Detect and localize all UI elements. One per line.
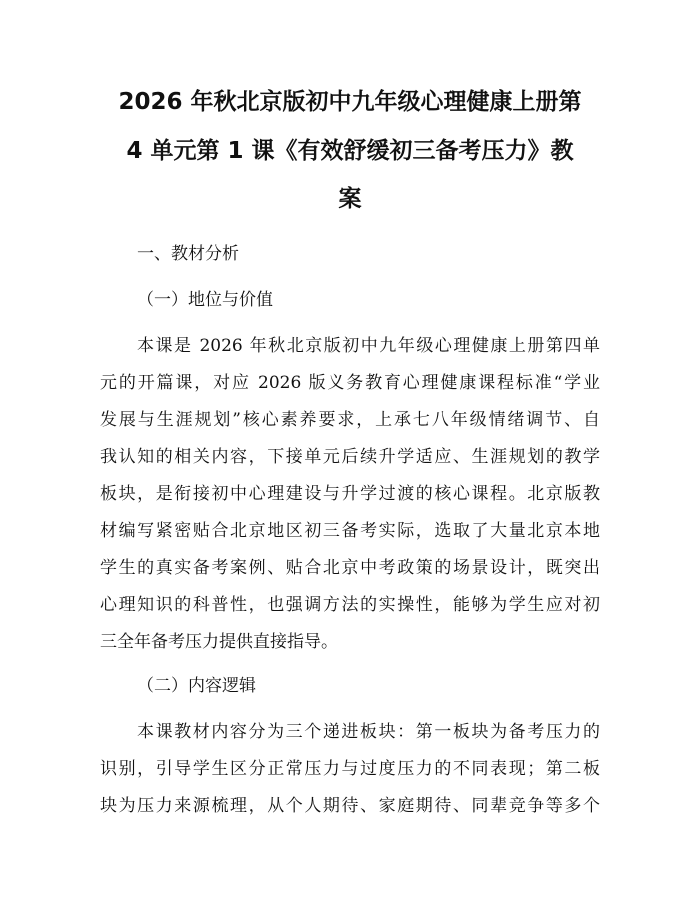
paragraph-1-line: 材编写紧密贴合北京地区初三备考实际，选取了大量北京本地 (100, 521, 600, 541)
section-heading-teaching-material-analysis: 一、教材分析 (137, 244, 239, 264)
paragraph-2-line: 块为压力来源梳理，从个人期待、家庭期待、同辈竞争等多个 (100, 796, 600, 816)
document-title-line-2: 4 单元第 1 课《有效舒缓初三备考压力》教 (126, 138, 574, 164)
subsection-heading-position-and-value: （一）地位与价值 (137, 290, 273, 310)
paragraph-1-line: 板块，是衔接初中心理建设与升学过渡的核心课程。北京版教 (100, 484, 600, 504)
paragraph-1-line: 心理知识的科普性，也强调方法的实操性，能够为学生应对初 (100, 595, 600, 615)
paragraph-1-line: 发展与生涯规划”核心素养要求，上承七八年级情绪调节、自 (100, 410, 600, 430)
subsection-heading-content-logic: （二）内容逻辑 (137, 676, 256, 696)
paragraph-1-line: 我认知的相关内容，下接单元后续升学适应、生涯规划的教学 (100, 447, 600, 467)
paragraph-1-line: 本课是 2026 年秋北京版初中九年级心理健康上册第四单 (137, 336, 600, 356)
paragraph-2-line: 本课教材内容分为三个递进板块：第一板块为备考压力的 (137, 722, 600, 742)
document-title-line-3: 案 (338, 186, 362, 212)
paragraph-2-line: 识别，引导学生区分正常压力与过度压力的不同表现；第二板 (100, 759, 600, 779)
paragraph-1-line: 学生的真实备考案例、贴合北京中考政策的场景设计，既突出 (100, 558, 600, 578)
document-title-line-1: 2026 年秋北京版初中九年级心理健康上册第 (118, 89, 582, 115)
paragraph-1-line: 元的开篇课，对应 2026 版义务教育心理健康课程标准“学业 (100, 373, 600, 393)
paragraph-1-line: 三全年备考压力提供直接指导。 (100, 632, 338, 652)
